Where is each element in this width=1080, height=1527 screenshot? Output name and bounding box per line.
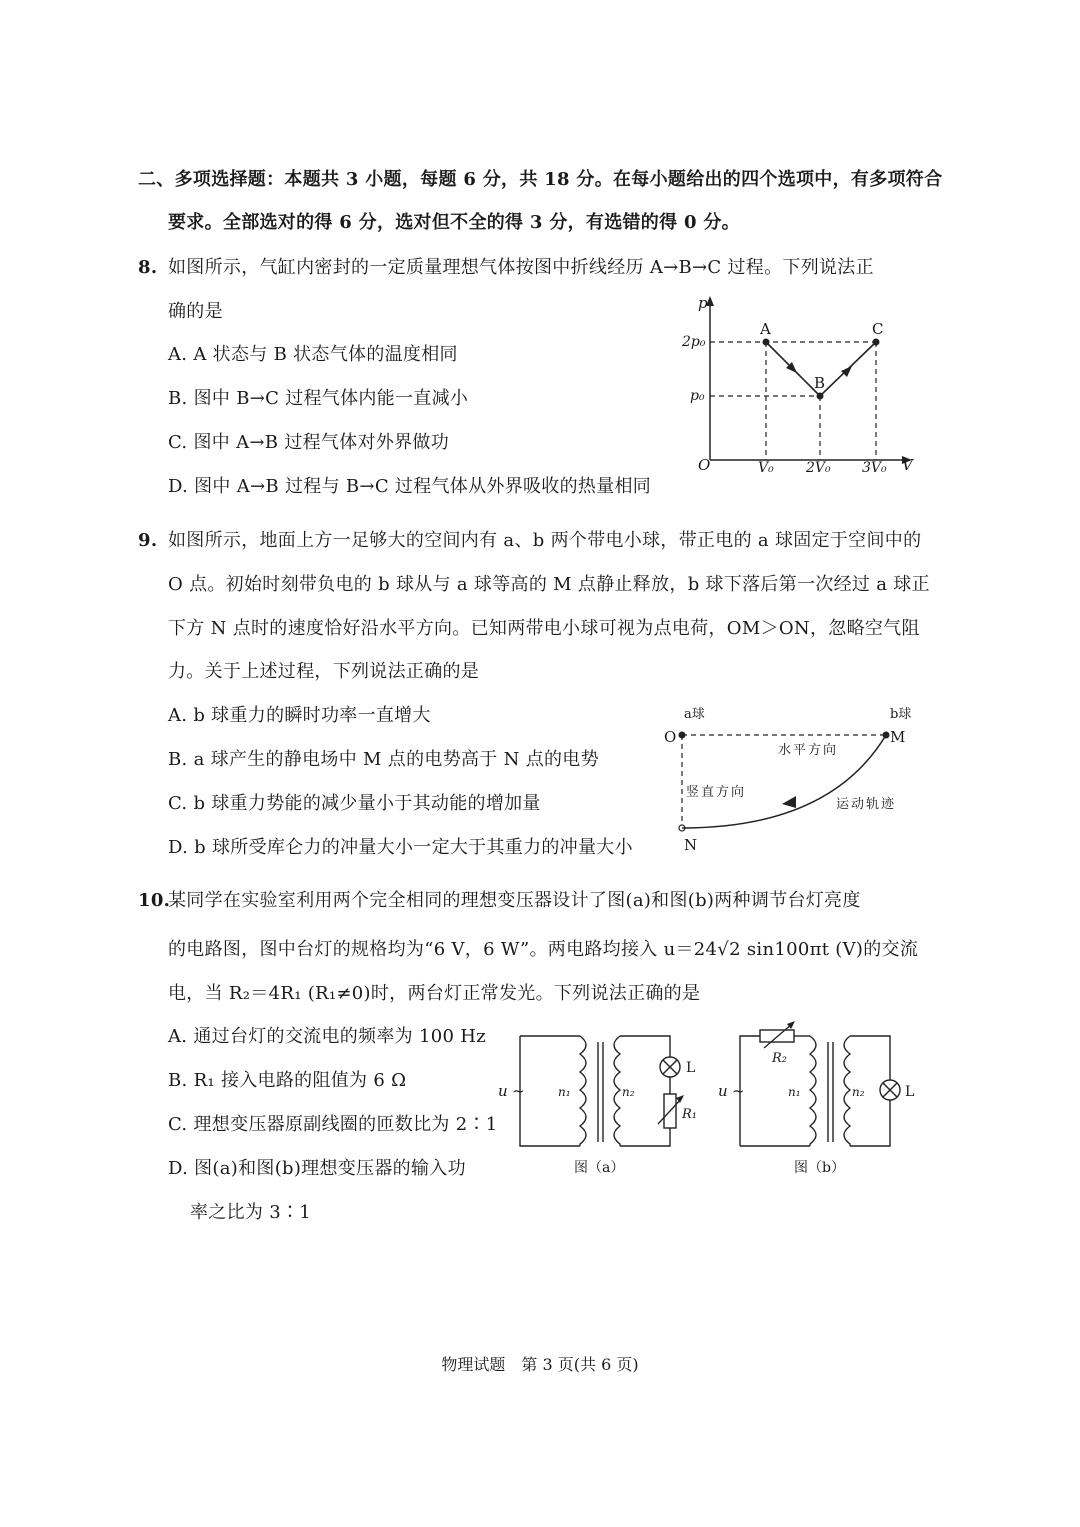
- fig9-o: O: [664, 728, 677, 746]
- q10-stem-line1: 某同学在实验室利用两个完全相同的理想变压器设计了图(a)和图(b)两种调节台灯亮度: [168, 890, 861, 911]
- pv-y-label: p: [698, 294, 708, 312]
- q8-option-d: D. 图中 A→B 过程与 B→C 过程气体从外界吸收的热量相同: [168, 476, 652, 497]
- pv-origin: O: [698, 456, 711, 474]
- circuit-b-caption: 图（b）: [794, 1160, 845, 1176]
- fig9-trajectory-label: 运动轨迹: [836, 797, 897, 812]
- q9-stem-line2: O 点。初始时刻带负电的 b 球从与 a 球等高的 M 点静止释放，b 球下落后第一次经过 a 球正: [168, 574, 930, 595]
- fig9-point-o: [679, 732, 686, 739]
- q8-option-a: A. A 状态与 B 状态气体的温度相同: [168, 344, 458, 365]
- circuit-a-ac-symbol: ~: [512, 1082, 525, 1100]
- pv-arrow-bc: [841, 366, 852, 377]
- pv-xtick-3v0: 3V₀: [862, 460, 887, 476]
- circuit-a-n2: n₂: [622, 1085, 635, 1099]
- circuit-a-caption: 图（a）: [574, 1160, 625, 1176]
- q10-option-c: C. 理想变压器原副线圈的匝数比为 2∶1: [168, 1114, 498, 1135]
- pv-label-b: B: [814, 374, 826, 392]
- q9-option-b: B. a 球产生的静电场中 M 点的电势高于 N 点的电势: [168, 749, 599, 770]
- fig9-m: M: [890, 728, 906, 746]
- circuit-b-resistor: [760, 1030, 794, 1042]
- circuit-a-secondary-coil: [614, 1036, 620, 1146]
- pv-ytick-p0: p₀: [690, 388, 705, 404]
- circuit-b-lamp-label: L: [905, 1084, 915, 1100]
- circuit-b-secondary-coil: [844, 1036, 850, 1146]
- q10-option-d: D. 图(a)和图(b)理想变压器的输入功: [168, 1158, 466, 1179]
- circuit-a-u: u: [498, 1082, 508, 1100]
- pv-point-b: [817, 393, 824, 400]
- circuit-b-n2: n₂: [852, 1085, 865, 1099]
- circuit-a-n1: n₁: [558, 1085, 571, 1099]
- q10-stem-line3: 电，当 R₂＝4R₁ (R₁≠0)时，两台灯正常发光。下列说法正确的是: [168, 983, 701, 1004]
- fig9-vertical-label: 竖直方向: [686, 785, 747, 800]
- pv-label-a: A: [760, 320, 771, 338]
- q10-circuit-a: [490, 1020, 710, 1185]
- circuit-a-resistor-label: R₁: [682, 1107, 697, 1122]
- q8-stem-line1: 如图所示，气缸内密封的一定质量理想气体按图中折线经历 A→B→C 过程。下列说法正: [168, 257, 874, 278]
- circuit-a-primary-coil: [580, 1036, 586, 1146]
- fig9-a-ball: a球: [684, 707, 705, 722]
- q9-stem-line1: 如图所示，地面上方一足够大的空间内有 a、b 两个带电小球，带正电的 a 球固定于空间中的: [168, 530, 922, 551]
- circuit-b-ac-symbol: ~: [732, 1082, 745, 1100]
- pv-point-c: [873, 339, 880, 346]
- q8-option-c: C. 图中 A→B 过程气体对外界做功: [168, 432, 450, 453]
- pv-ytick-2p0: 2p₀: [682, 334, 706, 350]
- fig9-b-ball: b球: [890, 707, 912, 722]
- circuit-b-n1: n₁: [788, 1085, 801, 1099]
- circuit-b-resistor-label: R₂: [772, 1051, 787, 1066]
- q9-number: 9.: [138, 530, 158, 551]
- q9-option-d: D. b 球所受库仑力的冲量大小一定大于其重力的冲量大小: [168, 837, 633, 858]
- q10-option-a: A. 通过台灯的交流电的频率为 100 Hz: [168, 1026, 487, 1047]
- q8-stem-line2: 确的是: [168, 301, 223, 322]
- pv-label-c: C: [872, 320, 884, 338]
- q10-stem-line2: 的电路图，图中台灯的规格均为“6 V，6 W”。两电路均接入 u＝24√2 sin100πt (V)的交流: [168, 939, 919, 960]
- pv-xtick-2v0: 2V₀: [806, 460, 831, 476]
- page-footer: 物理试题 第 3 页(共 6 页): [441, 1355, 639, 1374]
- section-header-line2: 要求。全部选对的得 6 分，选对但不全的得 3 分，有选错的得 0 分。: [168, 212, 740, 233]
- q9-stem-line4: 力。关于上述过程，下列说法正确的是: [168, 661, 480, 682]
- section-header-line1: 二、多项选择题：本题共 3 小题，每题 6 分，共 18 分。在每小题给出的四个选项中，有多项符合: [138, 169, 943, 190]
- fig9-trajectory-arrow: [782, 796, 796, 808]
- q9-trajectory-figure: [660, 700, 930, 860]
- pv-x-label: V: [902, 456, 913, 474]
- q8-option-b: B. 图中 B→C 过程气体内能一直减小: [168, 388, 469, 409]
- circuit-b-u: u: [718, 1082, 728, 1100]
- circuit-a-lamp-label: L: [686, 1060, 696, 1076]
- q9-option-c: C. b 球重力势能的减少量小于其动能的增加量: [168, 793, 541, 814]
- q10-circuit-b: [710, 1020, 940, 1185]
- q10-number: 10.: [138, 890, 171, 911]
- pv-xtick-v0: V₀: [758, 460, 774, 476]
- pv-point-a: [763, 339, 770, 346]
- q9-option-a: A. b 球重力的瞬时功率一直增大: [168, 705, 431, 726]
- q8-pv-graph: [680, 290, 920, 480]
- fig9-horizontal-label: 水平方向: [778, 743, 839, 758]
- fig9-n: N: [684, 836, 698, 854]
- q9-stem-line3: 下方 N 点时的速度恰好沿水平方向。已知两带电小球可视为点电荷，OM＞ON，忽略空气阻: [168, 618, 920, 639]
- q8-number: 8.: [138, 257, 158, 278]
- q10-option-b: B. R₁ 接入电路的阻值为 6 Ω: [168, 1070, 407, 1091]
- q10-option-d-cont: 率之比为 3∶1: [190, 1202, 312, 1223]
- circuit-b-primary-coil: [810, 1036, 816, 1146]
